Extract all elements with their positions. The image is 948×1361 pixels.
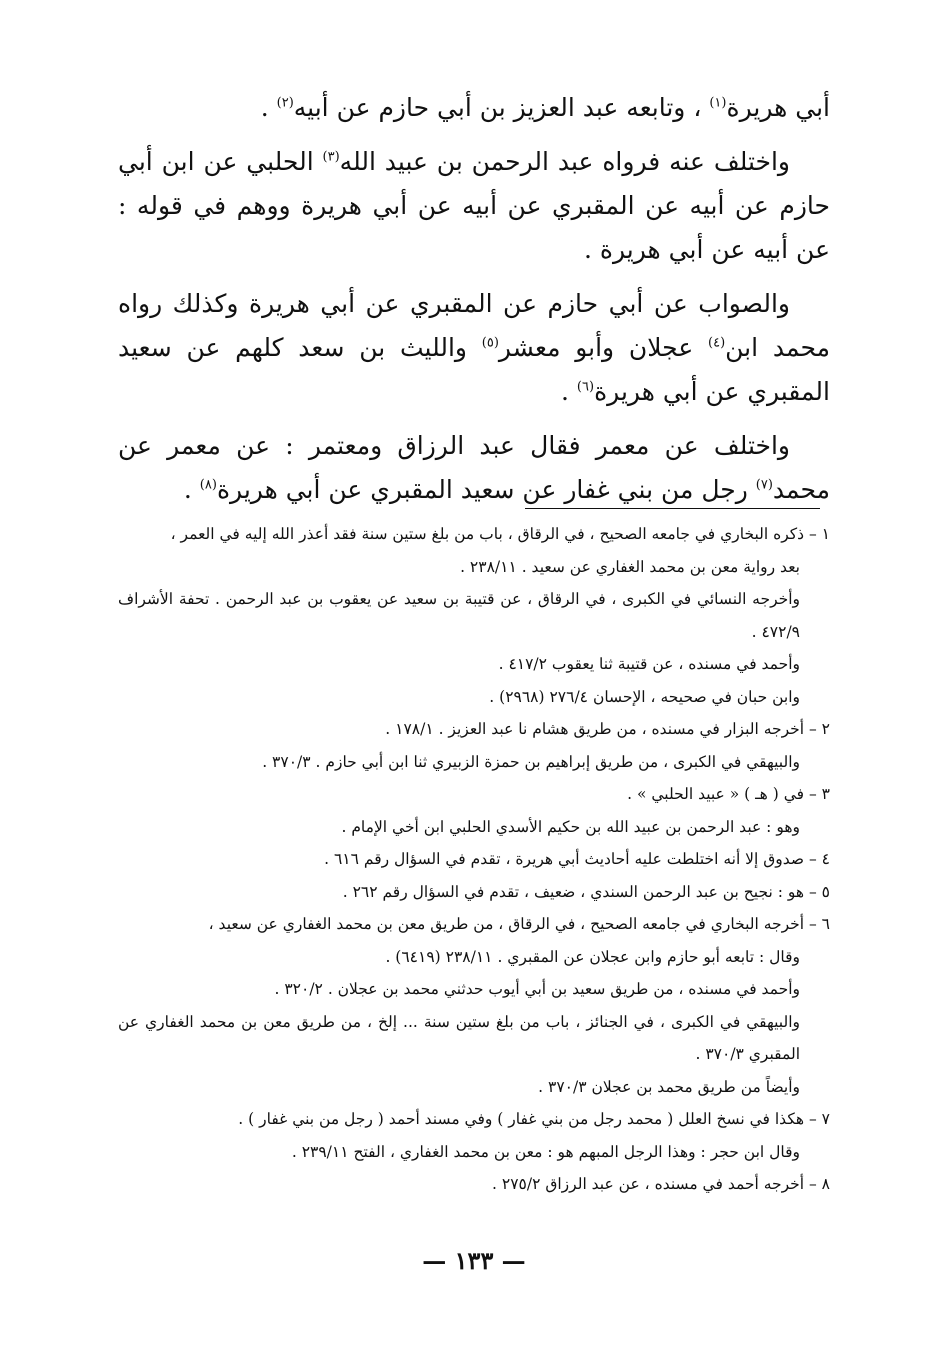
footnote-line: ٨ – أخرجه أحمد في مسنده ، عن عبد الرزاق ٢٧٥/٢ . (492, 1175, 830, 1193)
footnote-line: وأحمد في مسنده ، من طريق سعيد بن أبي أيوب حدثني محمد بن عجلان . ٣٢٠/٢ . (274, 980, 800, 998)
footnotes (118, 518, 830, 1201)
footnote-reference: (٦) (576, 379, 595, 395)
footnote-line: ٤ – صدوق إلا أنه اختلطت عليه أحاديث أبي هريرة ، تقدم في السؤال رقم ٦١٦ . (324, 850, 830, 868)
paragraph-text: واختلف عنه فرواه عبد الرحمن بن عبيد الله (339, 147, 790, 176)
paragraph-text: الحلبي عن ابن أبي حازم عن أبيه عن المقبري عن أبيه عن أبي هريرة ووهم في قوله : عن أبيه عن أبي هريرة . (118, 147, 830, 264)
footnote-line: ٥ – هو : نجيح بن عبد الرحمن السندي ، ضعيف ، تقدم في السؤال رقم ٢٦٢ . (342, 882, 830, 901)
footnote-line: وهو : عبد الرحمن بن عبيد الله بن حكيم الأسدي الحلبي ابن أخي الإمام . (341, 817, 800, 836)
paragraph-text: أبي هريرة (726, 93, 830, 122)
footnote-separator (525, 508, 820, 509)
footnote-reference: (٤) (708, 335, 726, 351)
footnote-line: ٣ – في ( هـ ) « عبيد الحلبي » . (627, 785, 830, 803)
main-text (118, 86, 830, 522)
footnote-line: ١ – ذكره البخاري في جامعه الصحيح ، في الرقاق ، باب من بلغ ستين سنة فقد أعذر الله إليه في العمر ، (170, 525, 830, 543)
paragraph-text: عجلان وأبو معشر (498, 333, 709, 362)
footnote-line: وأخرجه النسائي في الكبرى ، في الرقاق ، عن قتيبة بن سعيد عن يعقوب بن عبد الرحمن . تحفة الأشراف ٤٧٢/٩ . (118, 590, 800, 641)
footnote-reference: (٨) (199, 477, 217, 493)
footnote-line: وأيضاً من طريق محمد بن عجلان ٣٧٠/٣ . (538, 1077, 800, 1096)
paragraph-text: . (183, 475, 200, 504)
paragraph-text: والصواب عن أبي حازم عن المقبري عن أبي هريرة وكذلك رواه محمد ابن (118, 289, 830, 362)
paragraph-text: . (561, 377, 577, 406)
footnote-reference: (١) (709, 95, 727, 111)
footnote-line: بعد رواية معن بن محمد الغفاري عن سعيد . ٢٣٨/١١ . (460, 557, 800, 576)
paragraph-text: ، وتابعه عبد العزيز بن أبي حازم عن أبيه (293, 93, 710, 122)
main-paragraph (118, 282, 830, 414)
main-paragraph (118, 140, 830, 272)
footnote-reference: (٥) (481, 335, 499, 351)
footnote-reference: (٢) (276, 95, 294, 111)
footnote-line: وقال ابن حجر : وهذا الرجل المبهم هو : معن بن محمد الغفاري ، الفتح ٢٣٩/١١ . (291, 1142, 800, 1161)
paragraph-text: والليث بن سعد كلهم عن سعيد المقبري عن أبي هريرة (118, 333, 830, 406)
footnote-line: وابن حبان في صحيحه ، الإحسان ٢٧٦/٤ (٢٩٦٨) . (489, 687, 800, 706)
main-paragraph (118, 424, 830, 512)
paragraph-text: واختلف عن معمر فقال عبد الرزاق ومعتمر : عن معمر عن محمد (118, 431, 830, 504)
footnote-line: ٧ – هكذا في نسخ العلل ( محمد رجل من بني غفار ) وفي مسند أحمد ( رجل من بني غفار ) . (238, 1110, 830, 1128)
footnote-line: ٢ – أخرجه البزار في مسنده ، من طريق هشام نا عبد العزيز . ١٧٨/١ . (385, 720, 830, 738)
footnote-line: والبيهقي في الكبرى ، من طريق إبراهيم بن حمزة الزبيري ثنا ابن أبي حازم . ٣٧٠/٣ . (262, 752, 800, 771)
footnote-line: وقال : تابعه أبو حازم وابن عجلان عن المقبري . ٢٣٨/١١ (٦٤١٩) . (385, 947, 800, 966)
page-number: — ١٣٣ — (422, 1246, 526, 1275)
paragraph-text: رجل من بني غفار عن سعيد المقبري عن أبي هريرة (216, 475, 756, 504)
footnote-line: والبيهقي في الكبرى ، في الجنائز ، باب من بلغ ستين سنة ... إلخ ، من طريق معن بن محمد الغفاري عن المقبري ٣٧٠/٣ . (118, 1012, 800, 1063)
footnote-reference: (٧) (755, 477, 773, 493)
footnote-reference: (٣) (322, 149, 340, 165)
main-paragraph (118, 86, 830, 130)
footnote-line: وأحمد في مسنده ، عن قتيبة ثنا يعقوب ٤١٧/٢ . (498, 655, 800, 673)
footnote-line: ٦ – أخرجه البخاري في جامعه الصحيح ، في الرقاق ، من طريق معن بن محمد الغفاري عن سعيد ، (208, 915, 830, 933)
paragraph-text: . (260, 93, 277, 122)
